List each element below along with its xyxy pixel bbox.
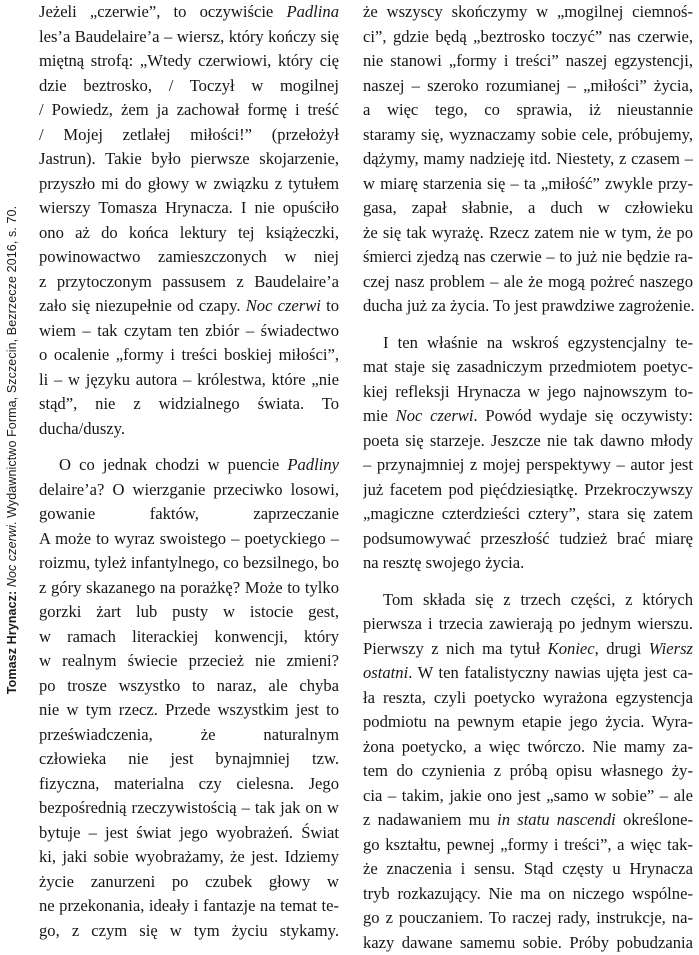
text-line — [39, 417, 339, 442]
line-text: naszej – szeroko rozumianej – „miłości” życia, — [363, 76, 693, 95]
text-line — [363, 221, 693, 246]
text-line — [39, 0, 339, 25]
line-text: człowieka nie jest bynajmniej tzw. — [39, 749, 339, 772]
text-line — [39, 392, 339, 417]
line-text: powinowactwo zamieszczonych w niej — [39, 247, 339, 270]
italic-text: Wiersz — [649, 639, 693, 658]
line-text: bytuje – jest świat jego wyobrażeń. Świat — [39, 823, 339, 846]
text-line — [39, 870, 339, 895]
running-caption — [0, 0, 24, 900]
text-line — [39, 772, 339, 797]
paragraph-gap — [39, 441, 339, 453]
paragraph-gap — [363, 576, 693, 588]
text-line — [39, 98, 339, 123]
text-line — [363, 331, 693, 356]
text-line — [39, 821, 339, 846]
line-text: Jastrun). Takie było pierwsze skojarzenie, — [39, 149, 339, 172]
line-text: podmiotu na pewnym etapie jego życia. Wyra- — [363, 712, 693, 731]
line-text: delaire’a? O wierzganie przeciwko losowi, — [39, 480, 339, 503]
text-line — [363, 882, 693, 907]
text-line — [363, 710, 693, 735]
line-text: gasa, zapał słabnie, a duch w człowieku — [363, 198, 693, 221]
text-line — [363, 196, 693, 221]
line-text: les’a Baudelaire’a – wiersz, który kończy się — [39, 27, 339, 50]
text-line — [39, 478, 339, 503]
line-text: ducha już za życia. To jest prawdziwe zagrożenie. — [363, 296, 695, 315]
text-line — [363, 404, 693, 429]
text-line — [39, 527, 339, 552]
line-text: że się tak wyrażę. Rzecz zatem nie w tym, że po — [363, 223, 693, 242]
text-line — [363, 612, 693, 637]
text-line — [363, 808, 693, 833]
line-text: O co jednak chodzi w puencie — [59, 455, 287, 474]
text-line — [363, 0, 693, 25]
line-text: z przytoczonym passusem z Baudelaire’a — [39, 272, 339, 295]
line-text: podsumowywać przeszłość tudzież brać miarę — [363, 529, 693, 548]
text-line — [363, 551, 693, 576]
line-text: poeta się starzeje. Jeszcze nie tak dawno młody — [363, 431, 693, 450]
line-text: a więc tego, co sprawia, iż nieustannie — [363, 100, 693, 123]
line-text: wiem – tak czytam ten zbiór – świadectwo — [39, 321, 339, 344]
caption-author: Tomasz Hrynacz: — [5, 591, 19, 694]
line-text: / Mojej zetlałej miłości!” (przełożył — [39, 125, 339, 148]
italic-text: Noc czerwi — [246, 296, 321, 315]
text-line — [363, 735, 693, 760]
line-text: w miarę starzenia się – ta „miłość” zwykle przy- — [363, 174, 693, 193]
line-text: że wszyscy skończymy w „mogilnej ciemnoś- — [363, 2, 693, 21]
text-line — [39, 502, 339, 527]
line-text: tem do czynienia z próbą opisu własnego ży- — [363, 761, 693, 780]
text-line — [363, 74, 693, 99]
line-text: mie — [363, 406, 396, 425]
line-text: o ocalenie „formy i treści boskiej miłości”, — [39, 345, 339, 368]
line-text: staramy się, wyznaczamy sobie cele, próbujemy, — [363, 125, 693, 144]
text-line — [39, 919, 339, 944]
text-line — [39, 196, 339, 221]
text-line — [363, 931, 693, 955]
text-line — [39, 25, 339, 50]
text-line — [39, 576, 339, 601]
line-text: przyszło mi do głowy w związku z tytułem — [39, 174, 339, 197]
text-line — [39, 723, 339, 748]
text-line — [39, 698, 339, 723]
line-text: życie zanurzeni po czubek głowy w — [39, 872, 339, 895]
caption-title: Noc czerwi — [5, 525, 19, 587]
line-text: go z pouczaniem. To raczej rady, instrukcje, na- — [363, 908, 693, 927]
line-text: na resztę swojego życia. — [363, 553, 524, 572]
line-text: / Powiedz, żem ja zachował formę i treść — [39, 100, 339, 123]
line-text: stąd”, nie z widzialnego świata. To — [39, 394, 339, 417]
line-text: po trosze wszystko to naraz, ale chyba — [39, 676, 339, 699]
paragraph-gap — [363, 319, 693, 331]
italic-text: Noc czerwi — [396, 406, 474, 425]
line-text: ci”, gdzie będą „beztrosko toczyć” nas czerwie, — [363, 27, 693, 46]
text-line — [363, 429, 693, 454]
text-line — [363, 294, 693, 319]
line-text: tryb rozkazujący. Nie ma on niczego wspólne- — [363, 884, 693, 903]
line-text: żona poetycko, a więc twórczo. Nie mamy za- — [363, 737, 693, 756]
text-line — [363, 637, 693, 662]
text-line — [39, 747, 339, 772]
line-text: . W ten fatalistyczny nawias ujęta jest ca- — [408, 663, 693, 682]
line-text: ne przekonania, ideały i fantazje na temat te- — [39, 896, 339, 915]
line-text: cia – takim, jakie ono jest „samo w sobie” – ale — [363, 786, 693, 805]
line-text: , drugi — [595, 639, 649, 658]
text-line — [39, 453, 339, 478]
line-text: ła reszta, czyli poetycko wyrażona egzystencja — [363, 688, 693, 707]
italic-text: Padlina — [286, 2, 339, 21]
line-text: z góry skazanego na porażkę? Może to tylko — [39, 578, 339, 597]
line-text: roizmu, tyleż infantylnego, co bezsilnego, bo — [39, 553, 339, 572]
text-line — [363, 759, 693, 784]
text-line — [363, 453, 693, 478]
text-line — [363, 588, 693, 613]
italic-text: ostatni — [363, 663, 408, 682]
text-line — [363, 355, 693, 380]
line-text: ono aż do końca lektury tej książeczki, — [39, 223, 339, 246]
text-line — [39, 845, 339, 870]
caption-publication: . Wydawnictwo Forma, Szczecin, Bezrzecze 2016, s. 70. — [5, 206, 19, 525]
text-line — [363, 147, 693, 172]
line-text: ki, jaki sobie wyobrażamy, że jest. Idziemy — [39, 847, 339, 870]
text-line — [363, 123, 693, 148]
right-column — [363, 0, 693, 955]
text-line — [363, 833, 693, 858]
line-text: dzie beztrosko, / Toczył w mogilnej — [39, 76, 339, 99]
line-text: pierwsza i trzecia zawierają po jednym wierszu. — [363, 614, 693, 633]
line-text: dążymy, mamy nadzieję itd. Niestety, z czasem – — [363, 149, 693, 168]
line-text: go kształtu, pewnej „formy i treści”, a więc tak- — [363, 835, 693, 854]
line-text: gowanie faktów, zaprzeczanie — [39, 504, 339, 527]
caption-text — [5, 206, 19, 694]
text-line — [39, 368, 339, 393]
text-line — [363, 25, 693, 50]
line-text: śmierci zjedzą nas czerwie – to już nie będzie ra- — [363, 247, 693, 266]
text-line — [39, 245, 339, 270]
text-line — [39, 894, 339, 919]
line-text: I ten właśnie na wskroś egzystencjalny te- — [383, 333, 693, 352]
line-text: . Powód wydaje się oczywisty: — [473, 406, 693, 425]
text-line — [363, 502, 693, 527]
text-line — [39, 270, 339, 295]
line-text: fizyczna, materialna czy cielesna. Jego — [39, 774, 339, 797]
line-text: kazy dawane samemu sobie. Próby pobudzania — [363, 933, 693, 952]
text-line — [39, 147, 339, 172]
text-line — [39, 172, 339, 197]
text-line — [363, 784, 693, 809]
line-text: już facetem pod pięćdziesiątkę. Przekroczywszy — [363, 480, 693, 499]
line-text: Pierwszy z nich ma tytuł — [363, 639, 548, 658]
text-line — [363, 49, 693, 74]
line-text: li – w języku autora – królestwa, które „nie — [39, 370, 339, 393]
line-text: zało się niezupełnie od czapy. — [39, 296, 246, 315]
text-line — [363, 172, 693, 197]
line-text: miętną strofą: „Wtedy czerwiowi, który cię — [39, 51, 339, 74]
line-text: „magiczne czterdzieści cztery”, stara się zatem — [363, 504, 693, 523]
line-text: – przynajmniej z mojej perspektywy – autor jest — [363, 455, 693, 474]
line-text: w realnym świecie przecież nie zmieni? — [39, 651, 339, 674]
line-text: w ramach literackiej konwencji, który — [39, 627, 339, 650]
text-line — [39, 625, 339, 650]
line-text: określone- — [616, 810, 693, 829]
line-text: A może to wyraz swoistego – poetyckiego – — [39, 529, 339, 552]
left-column — [39, 0, 339, 943]
line-text: bezpośrednią rzeczywistością – tak jak on w — [39, 798, 339, 821]
line-text: gorzki żart lub pusty w istocie gest, — [39, 602, 339, 625]
line-text: że znaczenia i sensu. Stąd częsty u Hrynacza — [363, 859, 693, 878]
text-line — [363, 661, 693, 686]
line-text: go, z czym się w tym życiu stykamy. — [39, 921, 339, 944]
text-line — [39, 74, 339, 99]
line-text: wierszy Tomasza Hrynacza. I nie opuściło — [39, 198, 339, 221]
text-line — [39, 343, 339, 368]
line-text: kiej refleksji Hrynacza w jego najnowszym to- — [363, 382, 693, 401]
text-line — [363, 380, 693, 405]
text-line — [363, 906, 693, 931]
text-line — [363, 527, 693, 552]
text-line — [363, 478, 693, 503]
line-text: nie stanowi „formy i treści” naszej egzystencji, — [363, 51, 693, 70]
text-line — [39, 221, 339, 246]
text-line — [363, 98, 693, 123]
text-line — [39, 123, 339, 148]
text-line — [39, 319, 339, 344]
text-line — [363, 270, 693, 295]
italic-text: Koniec — [548, 639, 595, 658]
line-text: nie w tym rzecz. Przede wszystkim jest to — [39, 700, 339, 723]
line-text: przeświadczenia, że naturalnym — [39, 725, 339, 748]
text-line — [363, 857, 693, 882]
text-line — [39, 796, 339, 821]
text-line — [363, 686, 693, 711]
text-line — [39, 49, 339, 74]
text-line — [39, 294, 339, 319]
line-text: ducha/duszy. — [39, 419, 125, 438]
line-text: to — [39, 296, 339, 319]
text-line — [363, 245, 693, 270]
line-text: Jeżeli „czerwie”, to oczywiście — [39, 2, 286, 21]
line-text: Tom składa się z trzech części, z których — [383, 590, 693, 609]
text-line — [39, 674, 339, 699]
text-line — [39, 551, 339, 576]
line-text: mat staje się zasadniczym przedmiotem poetyc- — [363, 357, 693, 376]
line-text: czej nasz problem – ale że mogą pożreć naszego — [363, 272, 693, 291]
text-line — [39, 649, 339, 674]
italic-text: in statu nascendi — [497, 810, 616, 829]
italic-text: Padliny — [287, 455, 339, 474]
text-line — [39, 600, 339, 625]
line-text: z nadawaniem mu — [363, 810, 497, 829]
